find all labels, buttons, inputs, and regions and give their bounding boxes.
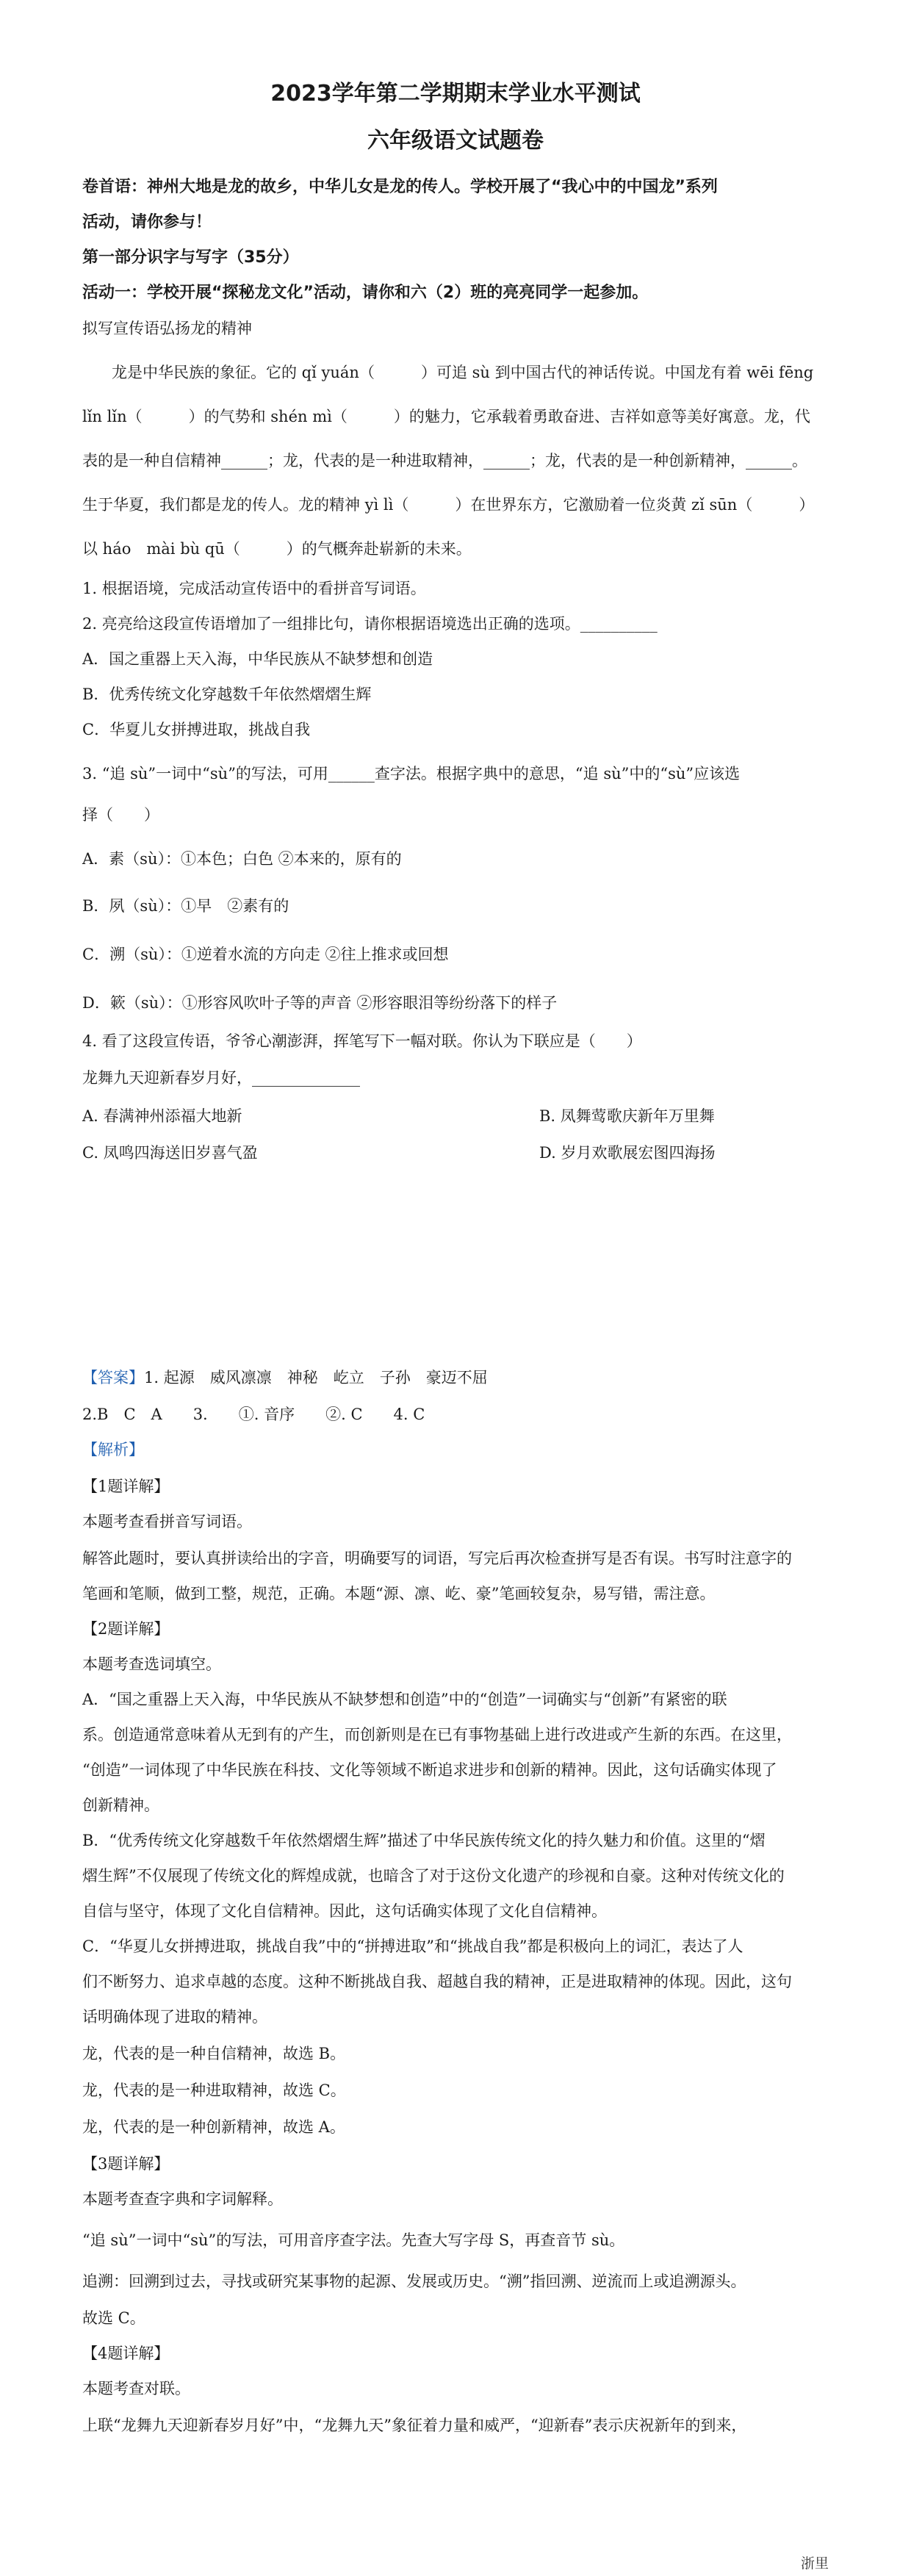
question-3-line-2: 择（ ） (82, 806, 159, 824)
question-3-option-d: D．簌（sù）：①形容风吹叶子等的声音 ②形容眼泪等纷纷落下的样子 (82, 994, 558, 1012)
question-1: 1. 根据语境，完成活动宣传语中的看拼音写词语。 (82, 580, 426, 597)
analysis-line: 【1题详解】 (82, 1478, 170, 1495)
analysis-line: B．“优秀传统文化穿越数千年依然熠熠生辉”描述了中华民族传统文化的持久魅力和价值。这里的“熠 (82, 1832, 766, 1849)
passage-line-3: 表的是一种自信精神______；龙，代表的是一种进取精神，______；龙，代表的是一种创新精神，______。 (82, 452, 807, 469)
analysis-line: 【4题详解】 (82, 2345, 170, 2362)
analysis-line: 们不断努力、追求卓越的态度。这种不断挑战自我、超越自我的精神，正是进取精神的体现。因此，这句 (82, 1973, 792, 1990)
intro-line-2: 活动，请你参与！ (82, 213, 212, 231)
analysis-line: “创造”一词体现了中华民族在科技、文化等领域不断追求进步和创新的精神。因此，这句话确实体现了 (82, 1761, 777, 1779)
analysis-line: 解答此题时，要认真拼读给出的字音，明确要写的词语，写完后再次检查拼写是否有误。书写时注意字的 (82, 1550, 792, 1567)
passage-line-1: 龙是中华民族的象征。它的 qǐ yuán（ ）可追 sù 到中国古代的神话传说。中国龙有着 wēi fēng (112, 364, 814, 381)
analysis-line: 故选 C。 (82, 2309, 145, 2327)
passage-line-4: 生于华夏，我们都是龙的传人。龙的精神 yì lì（ ）在世界东方，它激励着一位炎黄 zǐ sūn（ ） (82, 496, 815, 514)
question-4-options-row-2 (82, 1142, 832, 1164)
analysis-line: 本题考查对联。 (82, 2380, 190, 2397)
question-4-option-b: B. 凤舞莺歌庆新年万里舞 (539, 1107, 715, 1125)
question-2-option-c: C．华夏儿女拼搏进取，挑战自我 (82, 721, 311, 738)
intro-line-1: 卷首语：神州大地是龙的故乡，中华儿女是龙的传人。学校开展了“我心中的中国龙”系列 (82, 178, 718, 196)
analysis-line: 追溯：回溯到过去，寻找或研究某事物的起源、发展或历史。“溯”指回溯、逆流而上或追溯源头。 (82, 2273, 746, 2290)
question-3-option-a: A．素（sù）：①本色；白色 ②本来的，原有的 (82, 850, 402, 868)
analysis-line: 龙，代表的是一种创新精神，故选 A。 (82, 2118, 345, 2136)
answer-line-2: 2.B C A 3. ①. 音序 ②. C 4. C (82, 1406, 425, 1423)
activity-heading: 活动一：学校开展“探秘龙文化”活动，请你和六（2）班的亮亮同学一起参加。 (82, 284, 649, 302)
analysis-line: 【2题详解】 (82, 1620, 170, 1638)
analysis-line: 【3题详解】 (82, 2155, 170, 2173)
answer-line-1 (82, 1367, 832, 1389)
analysis-line: 笔画和笔顺，做到工整，规范，正确。本题“源、凛、屹、豪”笔画较复杂，易写错，需注意。 (82, 1585, 716, 1602)
analysis-line: 熠生辉”不仅展现了传统文化的辉煌成就，也暗含了对于这份文化遗产的珍视和自豪。这种对传统文化的 (82, 1867, 785, 1885)
passage-line-5: 以 háo mài bù qū（ ）的气概奔赴崭新的未来。 (82, 540, 472, 558)
question-4-option-d: D. 岁月欢歌展宏图四海扬 (539, 1144, 716, 1162)
question-3-option-b: B．夙（sù）：①早 ②素有的 (82, 897, 289, 915)
question-2-option-a: A．国之重器上天入海，中华民族从不缺梦想和创造 (82, 650, 433, 668)
analysis-line: 自信与坚守，体现了文化自信精神。因此，这句话确实体现了文化自信精神。 (82, 1902, 607, 1920)
question-4-option-a: A. 春满神州添福大地新 (82, 1107, 242, 1125)
question-4-option-c: C. 凤鸣四海送旧岁喜气盈 (82, 1144, 258, 1162)
analysis-line: A．“国之重器上天入海，中华民族从不缺梦想和创造”中的“创造”一词确实与“创新”有紧密的联 (82, 1691, 727, 1708)
analysis-line: 龙，代表的是一种进取精神，故选 C。 (82, 2082, 346, 2099)
analysis-line: C．“华夏儿女拼搏进取，挑战自我”中的“拼搏进取”和“挑战自我”都是积极向上的词汇，表达了人 (82, 1938, 743, 1955)
analysis-line: 系。创造通常意味着从无到有的产生，而创新则是在已有事物基础上进行改进或产生新的东西。在这里， (82, 1726, 792, 1744)
question-4-options-row-1 (82, 1105, 832, 1127)
analysis-line: 话明确体现了进取的精神。 (82, 2008, 267, 2026)
question-3-line-1: 3. “追 sù”一词中“sù”的写法，可用______查字法。根据字典中的意思，“追 sù”中的“sù”应该选 (82, 765, 741, 782)
exam-subtitle: 六年级语文试题卷 (367, 128, 544, 154)
analysis-line: 创新精神。 (82, 1796, 159, 1814)
question-2-option-b: B．优秀传统文化穿越数千年依然熠熠生辉 (82, 686, 372, 703)
exam-title: 2023学年第二学期期末学业水平测试 (270, 81, 641, 107)
question-4: 4. 看了这段宣传语，爷爷心潮澎湃，挥笔写下一幅对联。你认为下联应是（ ） (82, 1032, 642, 1050)
answer-text-1: 1. 起源 威风凛凛 神秘 屹立 子孙 豪迈不屈 (144, 1369, 488, 1386)
passage-line-2: lǐn lǐn（ ）的气势和 shén mì（ ）的魅力，它承载着勇敢奋进、吉祥如意等美好寓意。龙，代 (82, 408, 810, 425)
analysis-line: “追 sù”一词中“sù”的写法，可用音序查字法。先查大写字母 S，再查音节 sù。 (82, 2231, 625, 2249)
analysis-line: 本题考查查字典和字词解释。 (82, 2190, 283, 2208)
question-2: 2. 亮亮给这段宣传语增加了一组排比句，请你根据语境选出正确的选项。__________ (82, 615, 658, 633)
analysis-line: 本题考查看拼音写词语。 (82, 1513, 252, 1530)
section-heading: 第一部分识字与写字（35分） (82, 248, 299, 267)
question-4-couplet: 龙舞九天迎新春岁月好，______________ (82, 1069, 360, 1087)
analysis-label: 【解析】 (82, 1441, 144, 1458)
footer-watermark: 浙里 (800, 2555, 829, 2572)
analysis-line: 龙，代表的是一种自信精神，故选 B。 (82, 2045, 346, 2062)
analysis-line: 本题考查选词填空。 (82, 1655, 221, 1673)
answer-label: 【答案】 (82, 1369, 144, 1386)
question-3-option-c: C．溯（sù）：①逆着水流的方向走 ②往上推求或回想 (82, 946, 449, 963)
analysis-line: 上联“龙舞九天迎新春岁月好”中，“龙舞九天”象征着力量和威严，“迎新春”表示庆祝新年的到来， (82, 2417, 747, 2434)
activity-prompt: 拟写宣传语弘扬龙的精神 (82, 320, 252, 337)
